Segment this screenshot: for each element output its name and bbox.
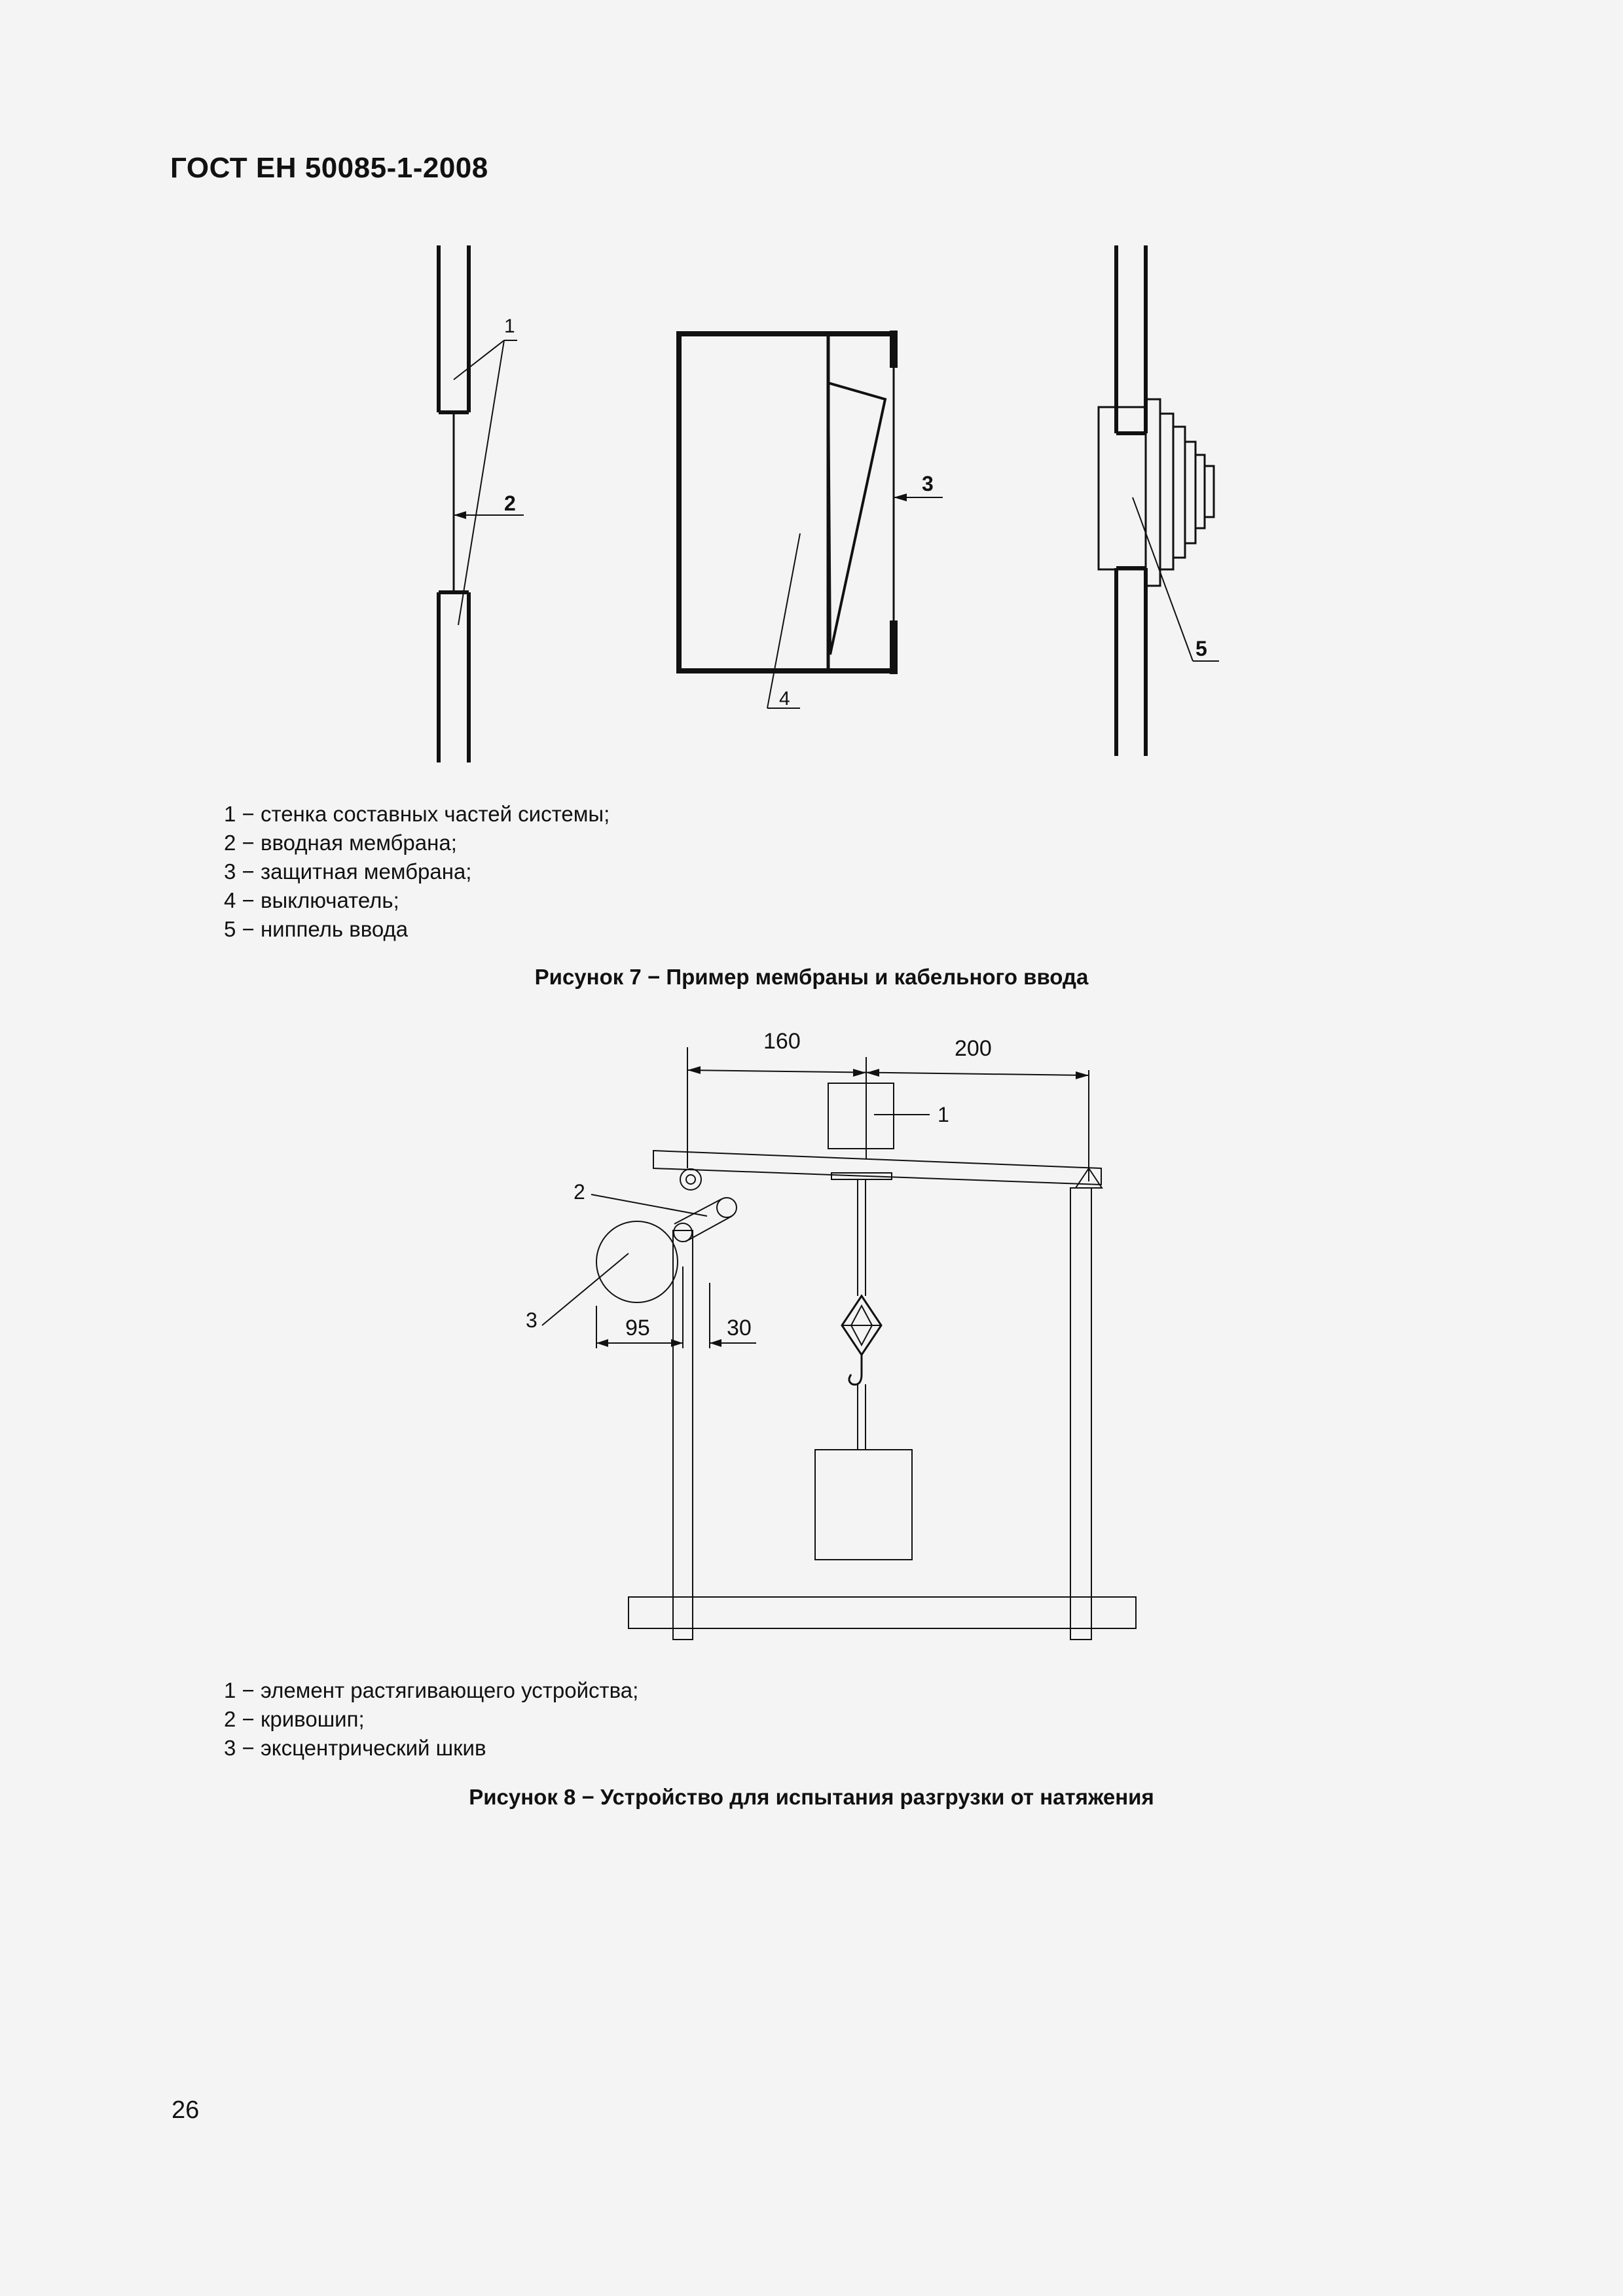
dim-95: 95 bbox=[625, 1316, 650, 1340]
cable-and-hook bbox=[842, 1179, 881, 1450]
legend-item: 3 − эксцентрический шкив bbox=[224, 1736, 486, 1760]
test-weight bbox=[815, 1450, 912, 1560]
legend-item: 5 − ниппель ввода bbox=[224, 917, 409, 941]
callout-2-fig8: 2 bbox=[574, 1180, 585, 1204]
figure-7-legend bbox=[224, 800, 610, 944]
figure-8-caption: Рисунок 8 − Устройство для испытания разгрузки от натяжения bbox=[469, 1785, 1154, 1809]
callout-3-fig8: 3 bbox=[526, 1308, 538, 1332]
switch-box bbox=[679, 331, 943, 708]
callout-5-fig7: 5 bbox=[1195, 637, 1207, 660]
figure-8-drawing bbox=[0, 1008, 1623, 1662]
dim-30: 30 bbox=[727, 1316, 752, 1340]
dim-160: 160 bbox=[763, 1029, 801, 1054]
legend-item: 1 − элемент растягивающего устройства; bbox=[224, 1678, 639, 1702]
figure-8-legend bbox=[224, 1676, 638, 1763]
legend-item: 2 − вводная мембрана; bbox=[224, 831, 457, 855]
eccentric-pulley bbox=[596, 1221, 678, 1302]
legend-item: 1 − стенка составных частей системы; bbox=[224, 802, 610, 826]
legend-item: 4 − выключатель; bbox=[224, 888, 399, 912]
base-plate bbox=[629, 1597, 1136, 1628]
legend-item: 3 − защитная мембрана; bbox=[224, 859, 472, 884]
page-number: 26 bbox=[172, 2096, 200, 2124]
callout-2-fig7: 2 bbox=[504, 492, 516, 515]
dim-200: 200 bbox=[955, 1036, 992, 1061]
legend-item: 2 − кривошип; bbox=[224, 1707, 365, 1731]
callout-1-fig8: 1 bbox=[938, 1103, 949, 1126]
callout-1-fig7: 1 bbox=[504, 315, 515, 337]
crank bbox=[674, 1198, 737, 1242]
right-post bbox=[1070, 1188, 1091, 1640]
callout-3-fig7: 3 bbox=[922, 472, 934, 495]
document-header-title: ГОСТ ЕН 50085-1-2008 bbox=[170, 152, 488, 184]
figure-7-caption: Рисунок 7 − Пример мембраны и кабельного ввода bbox=[534, 965, 1089, 989]
tensioning-element-block bbox=[828, 1083, 894, 1149]
callout-4-fig7: 4 bbox=[779, 688, 790, 709]
wall-with-cable-nipple bbox=[1099, 245, 1219, 756]
figure-7-drawing bbox=[0, 0, 1623, 785]
